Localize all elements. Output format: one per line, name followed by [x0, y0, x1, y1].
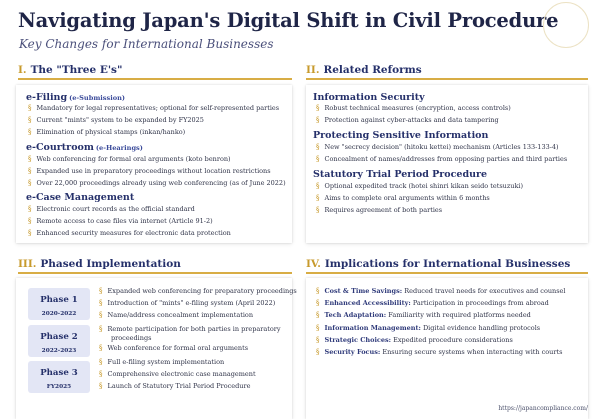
list-item: § Expanded use in preparatory proceedings without location restrictions	[28, 167, 271, 175]
list-item: § Name/address concealment implementation	[99, 311, 254, 319]
phase-3-name: Phase 3	[40, 368, 78, 378]
section-4-rule	[306, 272, 588, 274]
trial-period-title: Statutory Trial Period Procedure	[313, 169, 488, 180]
bullet-icon: §	[316, 182, 320, 190]
phase-1-year: 2020-2022	[41, 311, 77, 317]
bullet-icon: §	[28, 217, 32, 225]
list-item: § Introduction of "mints" e-filing system (April 2022)	[99, 299, 276, 307]
bullet-icon: §	[28, 128, 32, 136]
bullet-icon: §	[99, 344, 103, 352]
bullet-icon: §	[99, 311, 103, 319]
decorative-circle	[543, 2, 589, 48]
list-item: § Aims to complete oral arguments within 6 months	[316, 194, 490, 202]
bullet-icon: §	[316, 194, 320, 202]
section-3-title: Phased Implementation	[40, 258, 181, 270]
bullet-icon: §	[316, 299, 320, 307]
list-item: § Mandatory for legal representatives; optional for self-represented parties	[28, 104, 280, 112]
implication-item: § Enhanced Accessibility: Participation in proceedings from abroad	[316, 299, 549, 307]
bullet-icon: §	[316, 311, 320, 319]
bullet-icon: §	[316, 348, 320, 356]
sensitive-info-title: Protecting Sensitive Information	[313, 130, 489, 141]
bullet-icon: §	[28, 155, 32, 163]
bullet-icon: §	[316, 104, 320, 112]
section-2-number: II.	[306, 64, 320, 76]
section-1-rule	[18, 78, 292, 80]
bullet-icon: §	[99, 325, 103, 333]
section-3-heading	[18, 258, 181, 270]
list-item: § New "secrecy decision" (hitoku kettei) mechanism (Articles 133-133-4)	[316, 143, 559, 151]
bullet-icon: §	[316, 155, 320, 163]
list-item: § Comprehensive electronic case management	[99, 370, 256, 378]
section-3-rule	[18, 272, 292, 274]
phase-2-box	[28, 325, 90, 357]
footer-url[interactable]: https://japancompliance.com/	[498, 405, 588, 412]
bullet-icon: §	[316, 116, 320, 124]
list-item: § Remote participation for both parties in preparatory	[99, 325, 281, 333]
phase-1-box	[28, 288, 90, 320]
bullet-icon: §	[316, 143, 320, 151]
list-item: § Full e-filing system implementation	[99, 358, 225, 366]
bullet-icon: §	[316, 287, 320, 295]
bullet-icon: §	[28, 205, 32, 213]
ecase-title-text: e-Case Management	[26, 192, 135, 203]
bullet-icon: §	[28, 229, 32, 237]
section-1-heading	[18, 64, 122, 76]
section-2-rule	[306, 78, 588, 80]
list-item: § Protection against cyber-attacks and data tampering	[316, 116, 499, 124]
list-item-continuation: proceedings	[111, 334, 152, 342]
list-item: § Requires agreement of both parties	[316, 206, 443, 214]
implication-item: § Strategic Choices: Expedited procedure considerations	[316, 336, 513, 344]
ecourtroom-title	[26, 142, 143, 153]
section-3-number: III.	[18, 258, 37, 270]
list-item: § Robust technical measures (encryption, access controls)	[316, 104, 511, 112]
efiling-title-text: e-Filing	[26, 92, 68, 103]
section-4-heading	[306, 258, 570, 270]
efiling-title	[26, 92, 125, 103]
bullet-icon: §	[99, 299, 103, 307]
list-item: § Optional expedited track (hotei shinri kikan seido tetsuzuki)	[316, 182, 524, 190]
implication-item: § Tech Adaptation: Familiarity with required platforms needed	[316, 311, 531, 319]
section-2-heading	[306, 64, 422, 76]
list-item: § Expanded web conferencing for preparatory proceedings	[99, 287, 297, 295]
phase-2-year: 2022-2023	[41, 348, 77, 354]
bullet-icon: §	[28, 104, 32, 112]
list-item: § Elimination of physical stamps (inkan/hanko)	[28, 128, 186, 136]
section-1-number: I.	[18, 64, 27, 76]
implication-item: § Cost & Time Savings: Reduced travel needs for executives and counsel	[316, 287, 566, 295]
section-4-number: IV.	[306, 258, 321, 270]
ecourtroom-title-text: e-Courtroom	[26, 142, 94, 153]
section-1-title: The "Three E's"	[30, 64, 123, 76]
list-item: § Web conferencing for formal oral arguments (koto benron)	[28, 155, 231, 163]
list-item: § Over 22,000 proceedings already using web conferencing (as of June 2022)	[28, 179, 286, 187]
ecourtroom-tag: (e-Hearings)	[95, 144, 143, 152]
info-security-title: Information Security	[313, 92, 425, 103]
page-title: Navigating Japan's Digital Shift in Civil Procedure	[18, 9, 559, 32]
bullet-icon: §	[316, 324, 320, 332]
implication-item: § Security Focus: Ensuring secure systems when interacting with courts	[316, 348, 563, 356]
bullet-icon: §	[28, 116, 32, 124]
phase-1-name: Phase 1	[40, 295, 78, 305]
bullet-icon: §	[99, 382, 103, 390]
ecase-title	[26, 192, 134, 203]
bullet-icon: §	[316, 336, 320, 344]
list-item: § Web conference for formal oral arguments	[99, 344, 249, 352]
list-item: § Concealment of names/addresses from opposing parties and third parties	[316, 155, 568, 163]
page-subtitle: Key Changes for International Businesses	[19, 37, 274, 51]
phase-2-name: Phase 2	[40, 332, 78, 342]
bullet-icon: §	[99, 358, 103, 366]
list-item: § Current "mints" system to be expanded by FY2025	[28, 116, 204, 124]
bullet-icon: §	[99, 287, 103, 295]
list-item: § Enhanced security measures for electronic data protection	[28, 229, 231, 237]
implication-item: § Information Management: Digital evidence handling protocols	[316, 324, 541, 332]
phase-3-box	[28, 361, 90, 393]
efiling-tag: (e-Submission)	[69, 94, 126, 102]
phase-3-year: FY2025	[46, 384, 72, 390]
bullet-icon: §	[316, 206, 320, 214]
list-item: § Remote access to case files via internet (Article 91-2)	[28, 217, 213, 225]
section-2-title: Related Reforms	[323, 64, 422, 76]
bullet-icon: §	[28, 179, 32, 187]
section-4-title: Implications for International Businesses	[324, 258, 571, 270]
list-item: § Launch of Statutory Trial Period Procedure	[99, 382, 251, 390]
bullet-icon: §	[99, 370, 103, 378]
bullet-icon: §	[28, 167, 32, 175]
list-item: § Electronic court records as the official standard	[28, 205, 195, 213]
